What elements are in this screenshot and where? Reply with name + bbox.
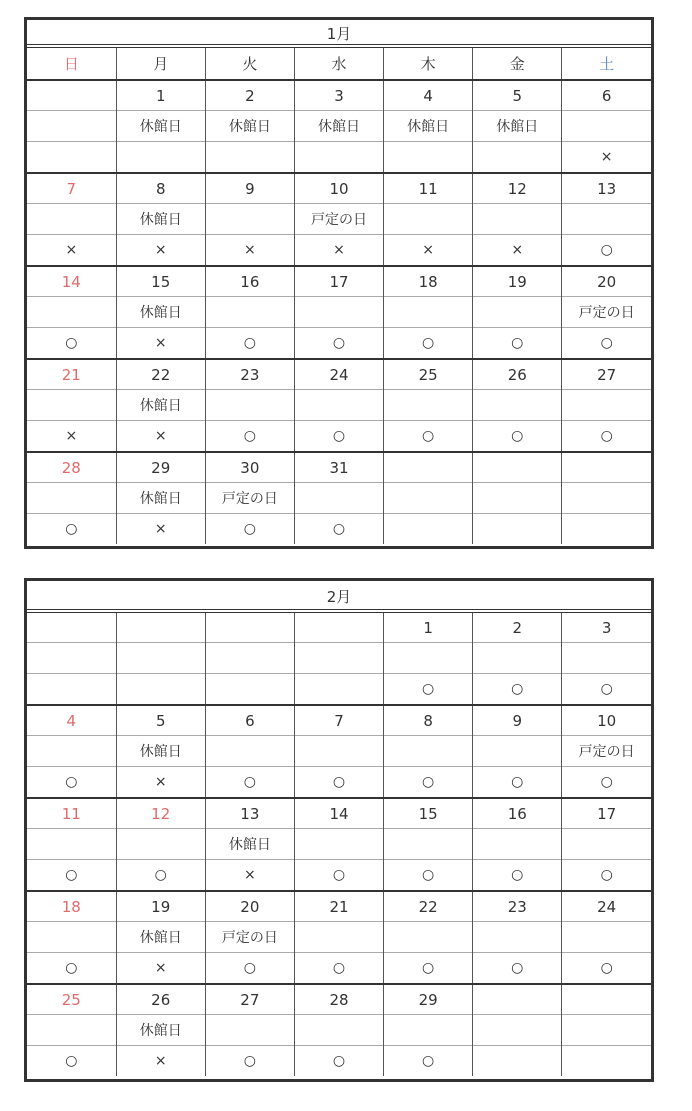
- note-cell: [205, 390, 294, 421]
- note-cell: 休館日: [473, 111, 562, 142]
- note-cell: [294, 829, 383, 860]
- note-cell: 休館日: [116, 922, 205, 953]
- date-cell: [562, 452, 651, 483]
- status-cell: ○: [294, 953, 383, 985]
- weekday-header: 木: [384, 48, 473, 80]
- note-cell: [384, 1015, 473, 1046]
- status-cell: ○: [473, 328, 562, 360]
- status-cell: [294, 142, 383, 174]
- note-cell: [294, 390, 383, 421]
- status-cell: ○: [562, 421, 651, 453]
- note-cell: [384, 297, 473, 328]
- status-cell: ○: [205, 514, 294, 545]
- note-cell: [205, 736, 294, 767]
- date-cell: 6: [562, 80, 651, 111]
- status-cell: ○: [27, 514, 116, 545]
- status-cell: ○: [205, 767, 294, 799]
- date-cell: 2: [473, 613, 562, 643]
- date-cell: 25: [384, 359, 473, 390]
- status-cell: ○: [562, 767, 651, 799]
- note-row: [27, 922, 651, 953]
- date-cell: 19: [116, 891, 205, 922]
- status-cell: ×: [116, 767, 205, 799]
- status-cell: [116, 142, 205, 174]
- status-cell: ○: [205, 953, 294, 985]
- note-row: [27, 483, 651, 514]
- weekday-header: 土: [562, 48, 651, 80]
- date-row: [27, 613, 651, 643]
- note-cell: 戸定の日: [562, 297, 651, 328]
- status-cell: [384, 142, 473, 174]
- date-cell: 26: [116, 984, 205, 1015]
- date-cell: [473, 452, 562, 483]
- month-title: 2月: [27, 581, 651, 613]
- weekday-header: 金: [473, 48, 562, 80]
- status-cell: ○: [562, 674, 651, 706]
- note-cell: [384, 922, 473, 953]
- note-cell: [294, 643, 383, 674]
- date-cell: 4: [66, 711, 77, 730]
- status-cell: [562, 1046, 651, 1077]
- date-cell: 28: [61, 458, 81, 477]
- note-cell: 戸定の日: [562, 736, 651, 767]
- note-cell: 休館日: [116, 297, 205, 328]
- february-calendar: [24, 578, 654, 1082]
- date-cell: 10: [294, 173, 383, 204]
- note-cell: [473, 922, 562, 953]
- status-cell: ○: [473, 421, 562, 453]
- date-cell: 24: [562, 891, 651, 922]
- date-cell: 27: [562, 359, 651, 390]
- note-cell: [562, 483, 651, 514]
- status-cell: ○: [27, 860, 116, 892]
- january-calendar: [24, 17, 654, 549]
- note-cell: [384, 736, 473, 767]
- status-cell: ×: [384, 235, 473, 267]
- date-row: [27, 798, 651, 829]
- date-cell: 3: [294, 80, 383, 111]
- status-cell: ○: [384, 1046, 473, 1077]
- date-cell: 16: [473, 798, 562, 829]
- status-cell: ○: [294, 514, 383, 545]
- status-cell: ×: [116, 1046, 205, 1077]
- date-row: [27, 173, 651, 204]
- status-cell: ○: [384, 767, 473, 799]
- status-cell: [473, 1046, 562, 1077]
- status-cell: ○: [294, 860, 383, 892]
- status-cell: [205, 142, 294, 174]
- status-cell: ○: [205, 1046, 294, 1077]
- date-row: [27, 80, 651, 111]
- date-cell: [27, 613, 116, 643]
- date-cell: 17: [562, 798, 651, 829]
- status-cell: ×: [473, 235, 562, 267]
- status-cell: ×: [205, 235, 294, 267]
- status-cell: ○: [116, 860, 205, 892]
- status-cell: [384, 514, 473, 545]
- date-cell: 6: [205, 705, 294, 736]
- date-cell: 5: [473, 80, 562, 111]
- note-cell: [205, 297, 294, 328]
- date-cell: 9: [473, 705, 562, 736]
- note-row: [27, 390, 651, 421]
- status-cell: ○: [205, 328, 294, 360]
- note-cell: [294, 483, 383, 514]
- note-cell: 休館日: [205, 111, 294, 142]
- date-row: [27, 984, 651, 1015]
- date-cell: 26: [473, 359, 562, 390]
- weekday-header: 月: [116, 48, 205, 80]
- note-cell: [27, 483, 116, 514]
- date-cell: 23: [473, 891, 562, 922]
- status-row: [27, 767, 651, 799]
- status-cell: ○: [562, 953, 651, 985]
- date-row: [27, 452, 651, 483]
- note-cell: [27, 643, 116, 674]
- status-row: [27, 1046, 651, 1077]
- status-cell: ×: [116, 514, 205, 545]
- note-cell: [294, 736, 383, 767]
- note-cell: [294, 922, 383, 953]
- note-cell: [205, 643, 294, 674]
- note-cell: [384, 829, 473, 860]
- date-cell: [27, 80, 116, 111]
- note-row: [27, 111, 651, 142]
- status-cell: ○: [473, 767, 562, 799]
- note-cell: [384, 390, 473, 421]
- note-cell: [562, 111, 651, 142]
- note-cell: [27, 111, 116, 142]
- status-row: [27, 514, 651, 545]
- status-cell: ○: [473, 674, 562, 706]
- date-cell: 21: [61, 365, 81, 384]
- note-cell: [562, 390, 651, 421]
- date-row: [27, 359, 651, 390]
- note-cell: 休館日: [116, 111, 205, 142]
- status-cell: ○: [384, 860, 473, 892]
- calendar-grid: [27, 613, 651, 1076]
- status-cell: ○: [384, 328, 473, 360]
- note-cell: [27, 829, 116, 860]
- date-cell: 12: [473, 173, 562, 204]
- status-cell: ○: [27, 767, 116, 799]
- note-row: [27, 297, 651, 328]
- note-cell: [384, 643, 473, 674]
- date-cell: 22: [384, 891, 473, 922]
- date-cell: 1: [384, 613, 473, 643]
- note-cell: [294, 297, 383, 328]
- status-cell: [205, 674, 294, 706]
- status-cell: [473, 514, 562, 545]
- weekday-header: 火: [205, 48, 294, 80]
- note-row: [27, 204, 651, 235]
- note-cell: [562, 829, 651, 860]
- note-cell: 休館日: [116, 483, 205, 514]
- status-cell: ○: [27, 328, 116, 360]
- date-cell: 5: [116, 705, 205, 736]
- note-cell: 休館日: [205, 829, 294, 860]
- status-cell: ○: [384, 421, 473, 453]
- note-cell: [205, 204, 294, 235]
- date-cell: 7: [294, 705, 383, 736]
- note-cell: [473, 829, 562, 860]
- status-cell: ×: [562, 142, 651, 174]
- status-row: [27, 142, 651, 174]
- date-cell: 9: [205, 173, 294, 204]
- note-cell: [294, 1015, 383, 1046]
- date-row: [27, 266, 651, 297]
- status-cell: [562, 514, 651, 545]
- note-cell: [205, 1015, 294, 1046]
- note-row: [27, 1015, 651, 1046]
- status-cell: ×: [205, 860, 294, 892]
- date-cell: 28: [294, 984, 383, 1015]
- status-cell: ○: [294, 328, 383, 360]
- status-cell: ×: [116, 421, 205, 453]
- note-cell: 休館日: [294, 111, 383, 142]
- note-cell: [384, 204, 473, 235]
- status-cell: [116, 674, 205, 706]
- note-row: [27, 829, 651, 860]
- status-row: [27, 328, 651, 360]
- status-cell: ○: [384, 953, 473, 985]
- status-cell: ○: [27, 1046, 116, 1077]
- note-row: [27, 736, 651, 767]
- weekday-header: 水: [294, 48, 383, 80]
- date-cell: 17: [294, 266, 383, 297]
- note-cell: [562, 204, 651, 235]
- note-row: [27, 643, 651, 674]
- note-cell: [473, 390, 562, 421]
- note-cell: [473, 1015, 562, 1046]
- date-cell: 3: [562, 613, 651, 643]
- calendar-grid: [27, 48, 651, 544]
- status-cell: ×: [27, 235, 116, 267]
- note-cell: 戸定の日: [205, 922, 294, 953]
- status-cell: ○: [27, 953, 116, 985]
- status-cell: [473, 142, 562, 174]
- note-cell: 休館日: [384, 111, 473, 142]
- date-cell: [294, 613, 383, 643]
- date-cell: 11: [384, 173, 473, 204]
- status-cell: ○: [294, 421, 383, 453]
- note-cell: [473, 297, 562, 328]
- date-cell: 11: [61, 804, 81, 823]
- date-cell: 8: [116, 173, 205, 204]
- date-cell: 7: [66, 179, 77, 198]
- date-cell: 24: [294, 359, 383, 390]
- date-cell: 2: [205, 80, 294, 111]
- note-cell: 戸定の日: [205, 483, 294, 514]
- date-cell: 18: [61, 897, 81, 916]
- status-cell: ○: [473, 953, 562, 985]
- status-cell: ○: [562, 860, 651, 892]
- date-row: [27, 705, 651, 736]
- status-row: [27, 235, 651, 267]
- status-cell: [294, 674, 383, 706]
- date-cell: [473, 984, 562, 1015]
- date-cell: 30: [205, 452, 294, 483]
- date-cell: 15: [384, 798, 473, 829]
- date-cell: 19: [473, 266, 562, 297]
- date-cell: 12: [116, 798, 205, 829]
- note-cell: [27, 390, 116, 421]
- note-cell: 休館日: [116, 390, 205, 421]
- status-cell: ○: [205, 421, 294, 453]
- note-cell: [562, 643, 651, 674]
- date-cell: 13: [205, 798, 294, 829]
- note-cell: 休館日: [116, 204, 205, 235]
- note-cell: [27, 297, 116, 328]
- status-row: [27, 421, 651, 453]
- month-title: 1月: [27, 20, 651, 48]
- note-cell: [27, 922, 116, 953]
- note-cell: [473, 643, 562, 674]
- date-cell: 27: [205, 984, 294, 1015]
- date-row: [27, 891, 651, 922]
- status-row: [27, 860, 651, 892]
- note-cell: [384, 483, 473, 514]
- note-cell: 戸定の日: [294, 204, 383, 235]
- date-cell: 20: [562, 266, 651, 297]
- date-cell: [116, 613, 205, 643]
- date-cell: 14: [294, 798, 383, 829]
- date-cell: [384, 452, 473, 483]
- date-cell: 8: [384, 705, 473, 736]
- date-cell: 13: [562, 173, 651, 204]
- status-cell: ○: [294, 1046, 383, 1077]
- date-cell: [562, 984, 651, 1015]
- status-cell: ×: [116, 328, 205, 360]
- weekday-header-row: [27, 48, 651, 80]
- date-cell: 21: [294, 891, 383, 922]
- note-cell: [562, 1015, 651, 1046]
- note-cell: [27, 204, 116, 235]
- note-cell: [473, 483, 562, 514]
- date-cell: 4: [384, 80, 473, 111]
- status-cell: ×: [116, 235, 205, 267]
- date-cell: 29: [384, 984, 473, 1015]
- date-cell: 31: [294, 452, 383, 483]
- status-cell: [27, 142, 116, 174]
- status-cell: ○: [294, 767, 383, 799]
- date-cell: 18: [384, 266, 473, 297]
- note-cell: [473, 736, 562, 767]
- status-cell: ○: [473, 860, 562, 892]
- weekday-header: 日: [27, 48, 116, 80]
- note-cell: 休館日: [116, 1015, 205, 1046]
- date-cell: 22: [116, 359, 205, 390]
- note-cell: [116, 829, 205, 860]
- note-cell: [27, 736, 116, 767]
- note-cell: [562, 922, 651, 953]
- note-cell: 休館日: [116, 736, 205, 767]
- status-cell: ○: [562, 328, 651, 360]
- date-cell: [205, 613, 294, 643]
- date-cell: 16: [205, 266, 294, 297]
- status-row: [27, 674, 651, 706]
- status-cell: ○: [384, 674, 473, 706]
- status-cell: ×: [116, 953, 205, 985]
- status-cell: [27, 674, 116, 706]
- date-cell: 14: [61, 272, 81, 291]
- note-cell: [473, 204, 562, 235]
- status-cell: ×: [294, 235, 383, 267]
- date-cell: 25: [61, 990, 81, 1009]
- date-cell: 1: [116, 80, 205, 111]
- date-cell: 10: [562, 705, 651, 736]
- date-cell: 20: [205, 891, 294, 922]
- status-cell: ×: [27, 421, 116, 453]
- date-cell: 29: [116, 452, 205, 483]
- date-cell: 15: [116, 266, 205, 297]
- date-cell: 23: [205, 359, 294, 390]
- note-cell: [116, 643, 205, 674]
- status-cell: ○: [562, 235, 651, 267]
- note-cell: [27, 1015, 116, 1046]
- status-row: [27, 953, 651, 985]
